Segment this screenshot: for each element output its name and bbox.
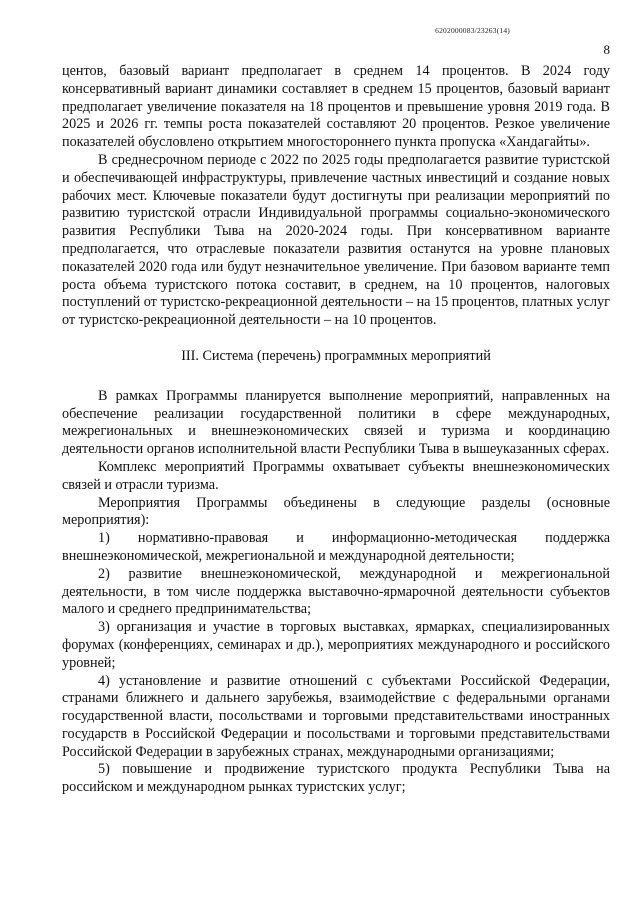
list-item: 2) развитие внешнеэкономической, международной и межрегиональной деятельности, в том числе поддержка выставочно-ярмарочной деятельности субъектов малого и среднего предпринимательства; [62,565,610,618]
section-heading: III. Система (перечень) программных мероприятий [181,347,491,364]
list-item: 4) установление и развитие отношений с субъектами Российской Федерации, странами ближнего и дальнего зарубежья, взаимодействие с федеральными органами государственной власти, посольствами и торговыми представительствами иностранных государств в Российской Федерации и посольствами и торговыми представительствами Российской Федерации в зарубежных странах, международными организациями; [62,672,610,760]
list-item: 5) повышение и продвижение туристского продукта Республики Тыва на российском и международном рынках туристских услуг; [62,761,610,796]
paragraph-sections-intro: Мероприятия Программы объединены в следующие разделы (основные мероприятия): [62,494,610,529]
list-item: 1) нормативно-правовая и информационно-методическая поддержка внешнеэкономической, межрегиональной и международной деятельности; [62,530,610,564]
list-item: 3) организация и участие в торговых выставках, ярмарках, специализированных форумах (конференциях, семинарах и др.), мероприятиях международного и российского уровней; [62,619,610,671]
page-number: 8 [603,42,610,57]
paragraph-program-scope: В рамках Программы планируется выполнение мероприятий, направленных на обеспечение реализации государственной политики в сфере международных, межрегиональных и внешнеэкономических связей и туризма и координацию деятельности органов исполнительной власти Республики Тыва в вышеуказанных сферах. [62,387,610,458]
paragraph-continuation: центов, базовый вариант предполагает в среднем 14 процентов. В 2024 году консервативный вариант динамики составляет в среднем 15 процентов, базовый вариант предполагает увеличение показателя на 18 процентов и превышение уровня 2019 года. В 2025 и 2026 гг. темпы роста показателей составляют 20 процентов. Резкое увеличение показателей обусловлено открытием многостороннего пункта пропуска «Хандагайты». [62,63,610,151]
document-id: 6202000083/23263(14) [435,26,510,35]
document-body [62,63,610,797]
paragraph-complex: Комплекс мероприятий Программы охватывает субъекты внешнеэкономических связей и отрасли туризма. [62,458,610,493]
paragraph-midterm: В среднесрочном периоде с 2022 по 2025 годы предполагается развитие туристской и обеспечивающей инфраструктуры, привлечение частных инвестиций и создание новых рабочих мест. Ключевые показатели будут достигнуты при реализации мероприятий по развитию туристской отрасли Индивидуальной программы социально-экономического развития Республики Тыва на 2020-2024 годы. При консервативном варианте предполагается, что отраслевые показатели развития останутся на уровне плановых показателей 2020 года или будут незначительное увеличение. При базовом варианте темп роста объема туристского потока составит, в среднем, на 10 процентов, налоговых поступлений от туристско-рекреационной деятельности – на 15 процентов, платных услуг от туристско-рекреационной деятельности – на 10 процентов. [62,151,610,329]
